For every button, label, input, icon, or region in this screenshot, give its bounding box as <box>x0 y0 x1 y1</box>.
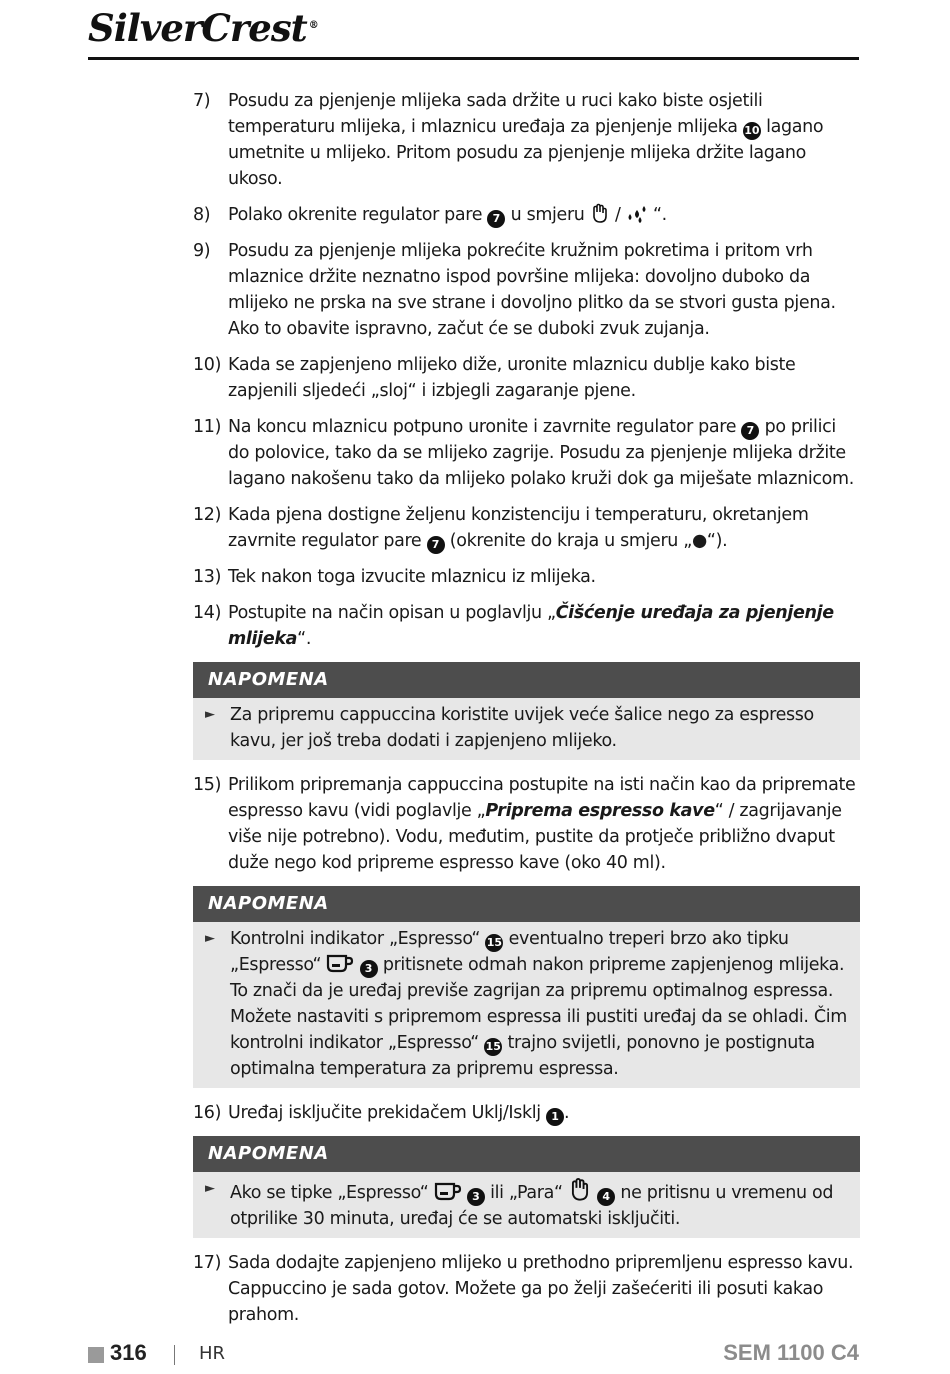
step-text: Posudu za pjenjenje mlijeka sada držite u ruci kako biste osjetili temperaturu mlijeka, i mlaznicu uređaja za pjenjenje mlijeka <box>228 91 763 137</box>
ref-badge: 3 <box>360 960 378 978</box>
note-body <box>193 922 860 1088</box>
ref-badge: 7 <box>427 536 445 554</box>
note-text-part: pritisnete odmah nakon pripreme zapjenjenog mlijeka. To znači da je uređaj previše zagrijan za pripremu optimalnog espressa. Možete nastaviti s pripremom espressa ili pustiti uređaj da se ohladi. Čim kontrolni indikator „Espresso“ <box>230 955 847 1053</box>
language-code: HR <box>199 1343 226 1364</box>
step-text-end: . <box>564 1103 570 1123</box>
brand-name: SilverCrest <box>88 6 307 50</box>
ref-badge: 1 <box>546 1108 564 1126</box>
bullet-arrow-icon: ► <box>205 707 215 722</box>
step-12 <box>193 502 860 554</box>
note-box-1 <box>193 662 860 760</box>
note-body <box>193 698 860 760</box>
step-number: 7) <box>193 91 211 111</box>
steam-hand-icon <box>568 1176 592 1202</box>
step-number: 8) <box>193 205 211 225</box>
step-text: Na koncu mlaznicu potpuno uronite i zavrnite regulator pare <box>228 417 737 437</box>
note-text-part: ne pritisnu u vremenu od otprilike 30 minuta, uređaj će se automatski isključiti. <box>230 1183 834 1229</box>
page-marker-square <box>88 1347 104 1363</box>
step-11 <box>193 414 860 492</box>
page-header <box>88 4 859 60</box>
step-number: 11) <box>193 417 222 437</box>
note-box-3 <box>193 1136 860 1238</box>
ref-badge: 7 <box>741 422 759 440</box>
espresso-cup-icon <box>326 954 354 974</box>
step-8 <box>193 202 860 228</box>
step-text: Polako okrenite regulator pare <box>228 205 483 225</box>
step-text-cont: u smjeru <box>510 205 585 225</box>
note-text-part: Kontrolni indikator „Espresso“ <box>230 929 481 949</box>
step-text-end: “. <box>297 629 312 649</box>
note-text <box>230 926 850 1082</box>
instructions <box>193 88 860 1338</box>
slash: / <box>614 205 621 225</box>
ref-badge: 4 <box>597 1188 615 1206</box>
step-text-cont: lagano umetnite u mlijeko. Pritom posudu za pjenjenje mlijeka držite lagano ukoso. <box>228 117 824 189</box>
step-number: 12) <box>193 505 222 525</box>
step-10 <box>193 352 860 404</box>
note-text-part: ili „Para“ <box>490 1183 563 1203</box>
note-box-2 <box>193 886 860 1088</box>
bullet-arrow-icon: ► <box>205 1181 215 1196</box>
ref-badge: 15 <box>484 1038 502 1056</box>
step-text: Kada se zapjenjeno mlijeko diže, uronite mlaznicu dublje kako biste zapjenili sljedeći „sloj“ i izbjegli zagaranje pjene. <box>228 355 796 401</box>
step-number: 17) <box>193 1253 222 1273</box>
step-number: 14) <box>193 603 222 623</box>
step-number: 9) <box>193 241 211 261</box>
registered-mark: ® <box>308 19 318 31</box>
chapter-reference: Čišćenje uređaja za pjenjenje mlijeka <box>228 603 834 649</box>
step-16 <box>193 1100 860 1126</box>
ref-badge: 10 <box>743 122 761 140</box>
step-17 <box>193 1250 860 1328</box>
note-title: NAPOMENA <box>193 886 860 922</box>
note-title: NAPOMENA <box>193 1136 860 1172</box>
step-number: 10) <box>193 355 222 375</box>
ref-badge: 15 <box>485 934 503 952</box>
note-text: Za pripremu cappuccina koristite uvijek veće šalice nego za espresso kavu, jer još treba dodati i zapjenjeno mlijeko. <box>230 705 814 751</box>
ref-badge: 3 <box>467 1188 485 1206</box>
step-7 <box>193 88 860 192</box>
step-15 <box>193 772 860 876</box>
page-number: 316 <box>110 1340 147 1365</box>
step-text: Uređaj isključite prekidačem Uklj/Isklj <box>228 1103 541 1123</box>
step-text: Prilikom pripremanja cappuccina postupite na isti način kao da pripremate espresso kavu (vidi poglavlje „ <box>228 775 856 821</box>
water-drops-icon <box>626 204 648 224</box>
step-number: 16) <box>193 1103 222 1123</box>
note-text <box>230 1176 850 1232</box>
step-text: Tek nakon toga izvucite mlaznicu iz mlijeka. <box>228 567 596 587</box>
espresso-cup-icon <box>434 1182 462 1202</box>
footer-separator <box>174 1345 175 1365</box>
note-text-part: trajno svijetli, ponovno je postignuta optimalna temperatura za pripremu espressa. <box>230 1033 815 1079</box>
step-text: Posudu za pjenjenje mlijeka pokrećite kružnim pokretima i pritom vrh mlaznice držite neznatno ispod površine mlijeka: dovoljno duboko da mlijeko ne prska na sve strane i dovoljno plitko da se stvori gusta pjena. Ako to obavite ispravno, začut će se duboki zvuk zujanja. <box>228 241 836 339</box>
step-text: Postupite na način opisan u poglavlju „ <box>228 603 556 623</box>
model-number: SEM 1100 C4 <box>723 1340 859 1365</box>
brand-logo <box>88 6 318 50</box>
note-text-part: eventualno treperi brzo ako tipku „Espresso“ <box>230 929 789 975</box>
step-number: 13) <box>193 567 222 587</box>
step-text-cont: (okrenite do kraja u smjeru „●“). <box>449 531 728 551</box>
header-rule <box>88 57 859 60</box>
bullet-arrow-icon: ► <box>205 931 215 946</box>
note-text-part: Ako se tipke „Espresso“ <box>230 1183 429 1203</box>
note-title: NAPOMENA <box>193 662 860 698</box>
chapter-reference: Priprema espresso kave <box>485 801 715 821</box>
note-body <box>193 1172 860 1238</box>
step-text-cont: po prilici do polovice, tako da se mlijeko zagrije. Posudu za pjenjenje mlijeka držite lagano nakošenu tako da mlijeko polako kruži dok ga miješate mlaznicom. <box>228 417 854 489</box>
step-text: Kada pjena dostigne željenu konzistenciju i temperaturu, okretanjem zavrnite regulator pare <box>228 505 809 551</box>
step-number: 15) <box>193 775 222 795</box>
step-14 <box>193 600 860 652</box>
page-footer <box>88 1340 859 1370</box>
ref-badge: 7 <box>487 210 505 228</box>
step-9 <box>193 238 860 342</box>
step-text: Sada dodajte zapjenjeno mlijeko u prethodno pripremljenu espresso kavu. Cappuccino je sada gotov. Možete ga po želji zašećeriti ili posuti kakao prahom. <box>228 1253 854 1325</box>
step-text-end: “. <box>652 205 667 225</box>
step-text-cont: “ / zagrijavanje više nije potrebno). Vodu, međutim, pustite da protječe približno dvaput duže nego kod pripreme espresso kave (oko 40 ml). <box>228 801 842 873</box>
steam-hand-icon <box>590 202 610 224</box>
step-13 <box>193 564 860 590</box>
